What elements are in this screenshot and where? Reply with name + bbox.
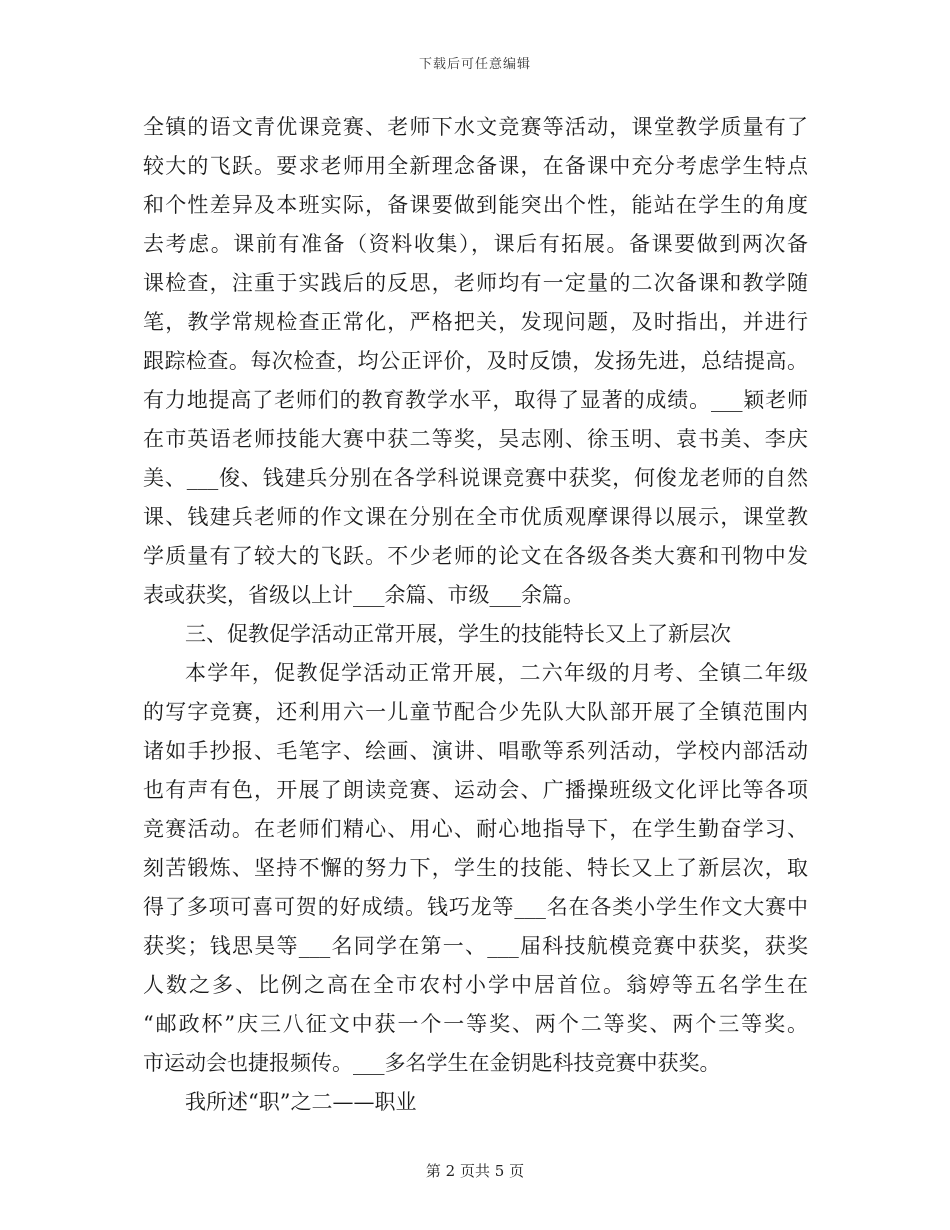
body-line: 课检查，注重于实践后的反思，老师均有一定量的二次备课和教学随 bbox=[143, 271, 808, 295]
body-line: 获奖；钱思昊等___名同学在第一、___届科技航模竞赛中获奖，获奖 bbox=[143, 934, 808, 958]
body-line: 全镇的语文青优课竞赛、老师下水文竞赛等活动，课堂教学质量有了 bbox=[143, 115, 808, 139]
body-line: 和个性差异及本班实际，备课要做到能突出个性，能站在学生的角度 bbox=[143, 193, 808, 217]
body-line: 美、___俊、钱建兵分别在各学科说课竞赛中获奖，何俊龙老师的自然 bbox=[143, 466, 808, 490]
section-heading: 我所述“职”之二——职业 bbox=[185, 1090, 417, 1114]
body-line: 有力地提高了老师们的教育教学水平，取得了显著的成绩。___颖老师 bbox=[143, 388, 808, 412]
body-line: 刻苦锻炼、坚持不懈的努力下，学生的技能、特长又上了新层次，取 bbox=[143, 856, 808, 880]
body-line: 较大的飞跃。要求老师用全新理念备课，在备课中充分考虑学生特点 bbox=[143, 154, 808, 178]
body-line: 的写字竞赛，还利用六一儿童节配合少先队大队部开展了全镇范围内 bbox=[143, 700, 808, 724]
body-line: 去考虑。课前有准备（资料收集），课后有拓展。备课要做到两次备 bbox=[143, 232, 808, 256]
body-line: 竞赛活动。在老师们精心、用心、耐心地指导下，在学生勤奋学习、 bbox=[143, 817, 808, 841]
body-line: 也有声有色，开展了朗读竞赛、运动会、广播操班级文化评比等各项 bbox=[143, 778, 808, 802]
document-body bbox=[143, 108, 808, 1122]
body-line: 学质量有了较大的飞跃。不少老师的论文在各级各类大赛和刊物中发 bbox=[143, 544, 808, 568]
body-line: 人数之多、比例之高在全市农村小学中居首位。翁婷等五名学生在 bbox=[143, 973, 808, 997]
body-line: 在市英语老师技能大赛中获二等奖，吴志刚、徐玉明、袁书美、李庆 bbox=[143, 427, 808, 451]
body-line: 诸如手抄报、毛笔字、绘画、演讲、唱歌等系列活动，学校内部活动 bbox=[143, 739, 808, 763]
body-line: 市运动会也捷报频传。___多名学生在金钥匙科技竞赛中获奖。 bbox=[143, 1051, 721, 1075]
page-number: 第 2 页共 5 页 bbox=[425, 1162, 525, 1180]
body-line: 课、钱建兵老师的作文课在分别在全市优质观摩课得以展示，课堂教 bbox=[143, 505, 808, 529]
body-line: 笔，教学常规检查正常化，严格把关，发现问题，及时指出，并进行 bbox=[143, 310, 808, 334]
body-line: 本学年，促教促学活动正常开展，二六年级的月考、全镇二年级 bbox=[185, 661, 808, 685]
body-line: 得了多项可喜可贺的好成绩。钱巧龙等___名在各类小学生作文大赛中 bbox=[143, 895, 808, 919]
page-header: 下载后可任意编辑 bbox=[418, 57, 531, 72]
body-line: “邮政杯”庆三八征文中获一个一等奖、两个二等奖、两个三等奖。 bbox=[143, 1012, 808, 1036]
body-line: 跟踪检查。每次检查，均公正评价，及时反馈，发扬先进，总结提高。 bbox=[143, 349, 808, 373]
body-line: 表或获奖，省级以上计___余篇、市级___余篇。 bbox=[143, 583, 584, 607]
section-heading: 三、促教促学活动正常开展，学生的技能特长又上了新层次 bbox=[185, 622, 731, 646]
